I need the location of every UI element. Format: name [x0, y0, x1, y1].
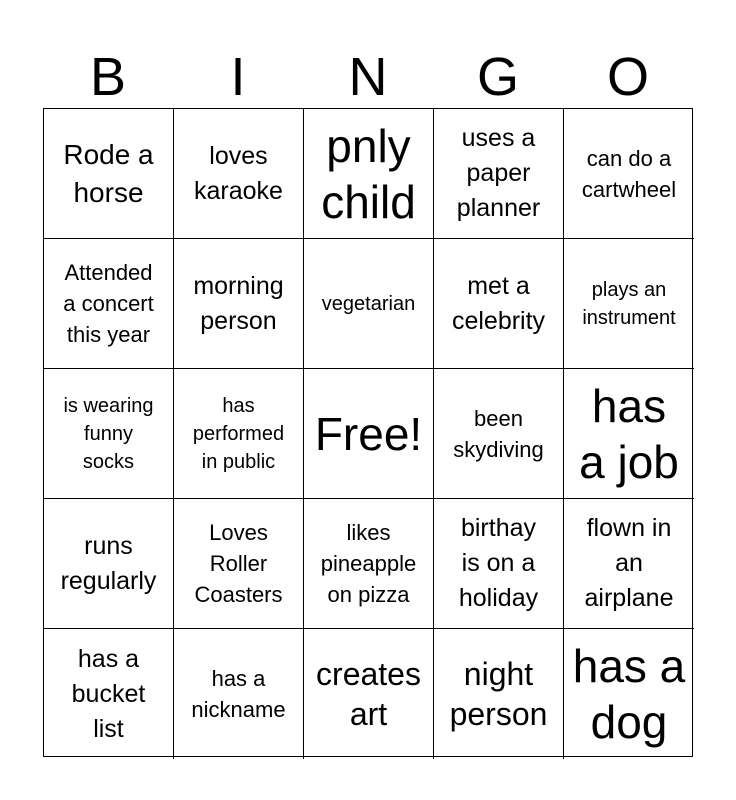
bingo-card — [43, 108, 693, 757]
bingo-cell[interactable] — [564, 109, 694, 239]
bingo-cell[interactable] — [434, 369, 564, 499]
cell-text: creates art — [316, 656, 421, 732]
cell-text: Attended a concert this year — [63, 260, 154, 347]
bingo-cell[interactable] — [174, 239, 304, 369]
header-letter-o: O — [606, 47, 649, 107]
cell-text: flown in an airplane — [584, 514, 674, 612]
cell-text: vegetarian — [321, 292, 416, 315]
cell-text: likes pineapple on pizza — [320, 520, 417, 607]
bingo-cell[interactable] — [304, 109, 434, 239]
cell-text: Loves Roller Coasters — [194, 520, 283, 607]
header-letter-b: B — [89, 47, 127, 107]
bingo-cell[interactable] — [304, 239, 434, 369]
bingo-cell[interactable] — [434, 629, 564, 759]
cell-text: plays an instrument — [582, 278, 676, 329]
bingo-cell[interactable] — [44, 239, 174, 369]
cell-text: been skydiving — [453, 405, 544, 462]
cell-text: uses a paper planner — [456, 124, 541, 222]
bingo-cell[interactable] — [304, 629, 434, 759]
header-letter-g: G — [476, 47, 519, 107]
cell-text: met a celebrity — [451, 271, 546, 335]
cell-text: has a bucket list — [71, 644, 146, 743]
bingo-cell[interactable] — [434, 499, 564, 629]
cell-text: pnly child — [321, 119, 416, 228]
bingo-cell[interactable] — [564, 499, 694, 629]
free-space-label: Free! — [314, 407, 423, 460]
bingo-cell[interactable] — [174, 369, 304, 499]
header-letter-i: I — [230, 47, 246, 107]
bingo-cell[interactable] — [44, 109, 174, 239]
cell-text: can do a cartwheel — [581, 145, 677, 202]
bingo-cell[interactable] — [44, 499, 174, 629]
cell-text: is wearing funny socks — [63, 394, 154, 473]
cell-text: morning person — [193, 271, 284, 335]
cell-text: loves karaoke — [194, 141, 283, 205]
bingo-cell[interactable] — [434, 239, 564, 369]
bingo-cell[interactable] — [44, 369, 174, 499]
cell-text: has performed in public — [192, 394, 285, 473]
cell-text: Rode a horse — [63, 138, 154, 208]
bingo-cell[interactable] — [174, 499, 304, 629]
header-letter-n: N — [348, 47, 388, 107]
bingo-cell[interactable] — [434, 109, 564, 239]
cell-text: birthay is on a holiday — [458, 514, 539, 612]
bingo-cell[interactable] — [564, 369, 694, 499]
free-space-cell[interactable] — [304, 369, 434, 499]
cell-text: has a nickname — [191, 666, 286, 722]
cell-text: has a dog — [572, 640, 686, 748]
bingo-cell[interactable] — [564, 629, 694, 759]
bingo-cell[interactable] — [174, 109, 304, 239]
bingo-cell[interactable] — [304, 499, 434, 629]
bingo-cell[interactable] — [44, 629, 174, 759]
cell-text: night person — [449, 656, 548, 732]
cell-text: has a job — [579, 379, 679, 488]
cell-text: runs regularly — [60, 531, 157, 595]
bingo-header — [43, 46, 693, 108]
bingo-cell[interactable] — [174, 629, 304, 759]
bingo-cell[interactable] — [564, 239, 694, 369]
